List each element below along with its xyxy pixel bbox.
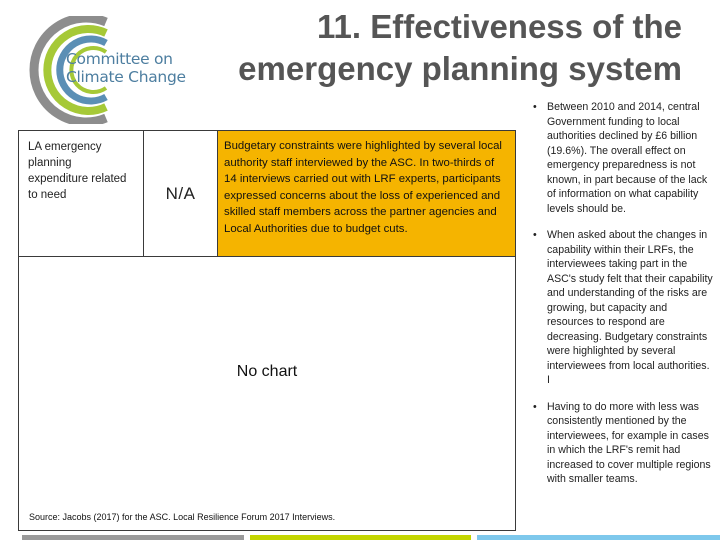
bullet-item [529,100,715,216]
source-note: Source: Jacobs (2017) for the ASC. Local Resilience Forum 2017 Interviews. [29,512,336,522]
page-title-line-1: 11. Effectiveness of the [317,8,682,45]
bullet-icon: • [533,229,537,241]
footer-bar-green [250,535,471,540]
logo-line-2: Climate Change [66,68,186,86]
metric-comment: Budgetary constraints were highlighted by several local authority staff interviewed by the ASC. In two-thirds of 14 interviews carried out with LRF experts, participants expressed concerns about the loss of experienced and skilled staff members across the partner agencies and Local Authorities due to budget cuts. [217,130,516,257]
bullet-text: When asked about the changes in capability within their LRFs, the interviewees taking part in the ASC's study felt that their capability and understanding of the risks are growing, but capacity and resources to respond are decreasing. Budgetary constraints were highlighted by several interviewees from local authorities. I [547,229,713,386]
bullet-text: Between 2010 and 2014, central Government funding to local authorities declined by £6 billion (19.6%). The overall effect on emergency preparedness is not known, in part because of the lack of information on what capability levels should be. [547,101,708,215]
metric-label: LA emergency planning expenditure related to need [18,130,143,257]
page-title [222,6,682,90]
logo-line-1: Committee on [66,50,173,68]
bullet-icon: • [533,101,537,113]
metric-value: N/A [143,130,217,257]
footer-bar-grey [22,535,244,540]
logo-wordmark [66,50,186,86]
bullet-text: Having to do more with less was consistently mentioned by the interviewees, for example in cases in which the LRF's remit had increased to cover multiple regions with smaller teams. [547,400,711,485]
footer-bar-blue [477,535,720,540]
metric-table [18,130,516,257]
chart-placeholder-box [18,257,516,531]
bullet-icon: • [533,400,537,413]
bullet-item [529,228,715,388]
page-title-line-2: emergency planning system [238,50,682,87]
bullet-list [529,100,715,499]
bullet-item [529,400,715,487]
no-chart-label: No chart [236,363,298,380]
